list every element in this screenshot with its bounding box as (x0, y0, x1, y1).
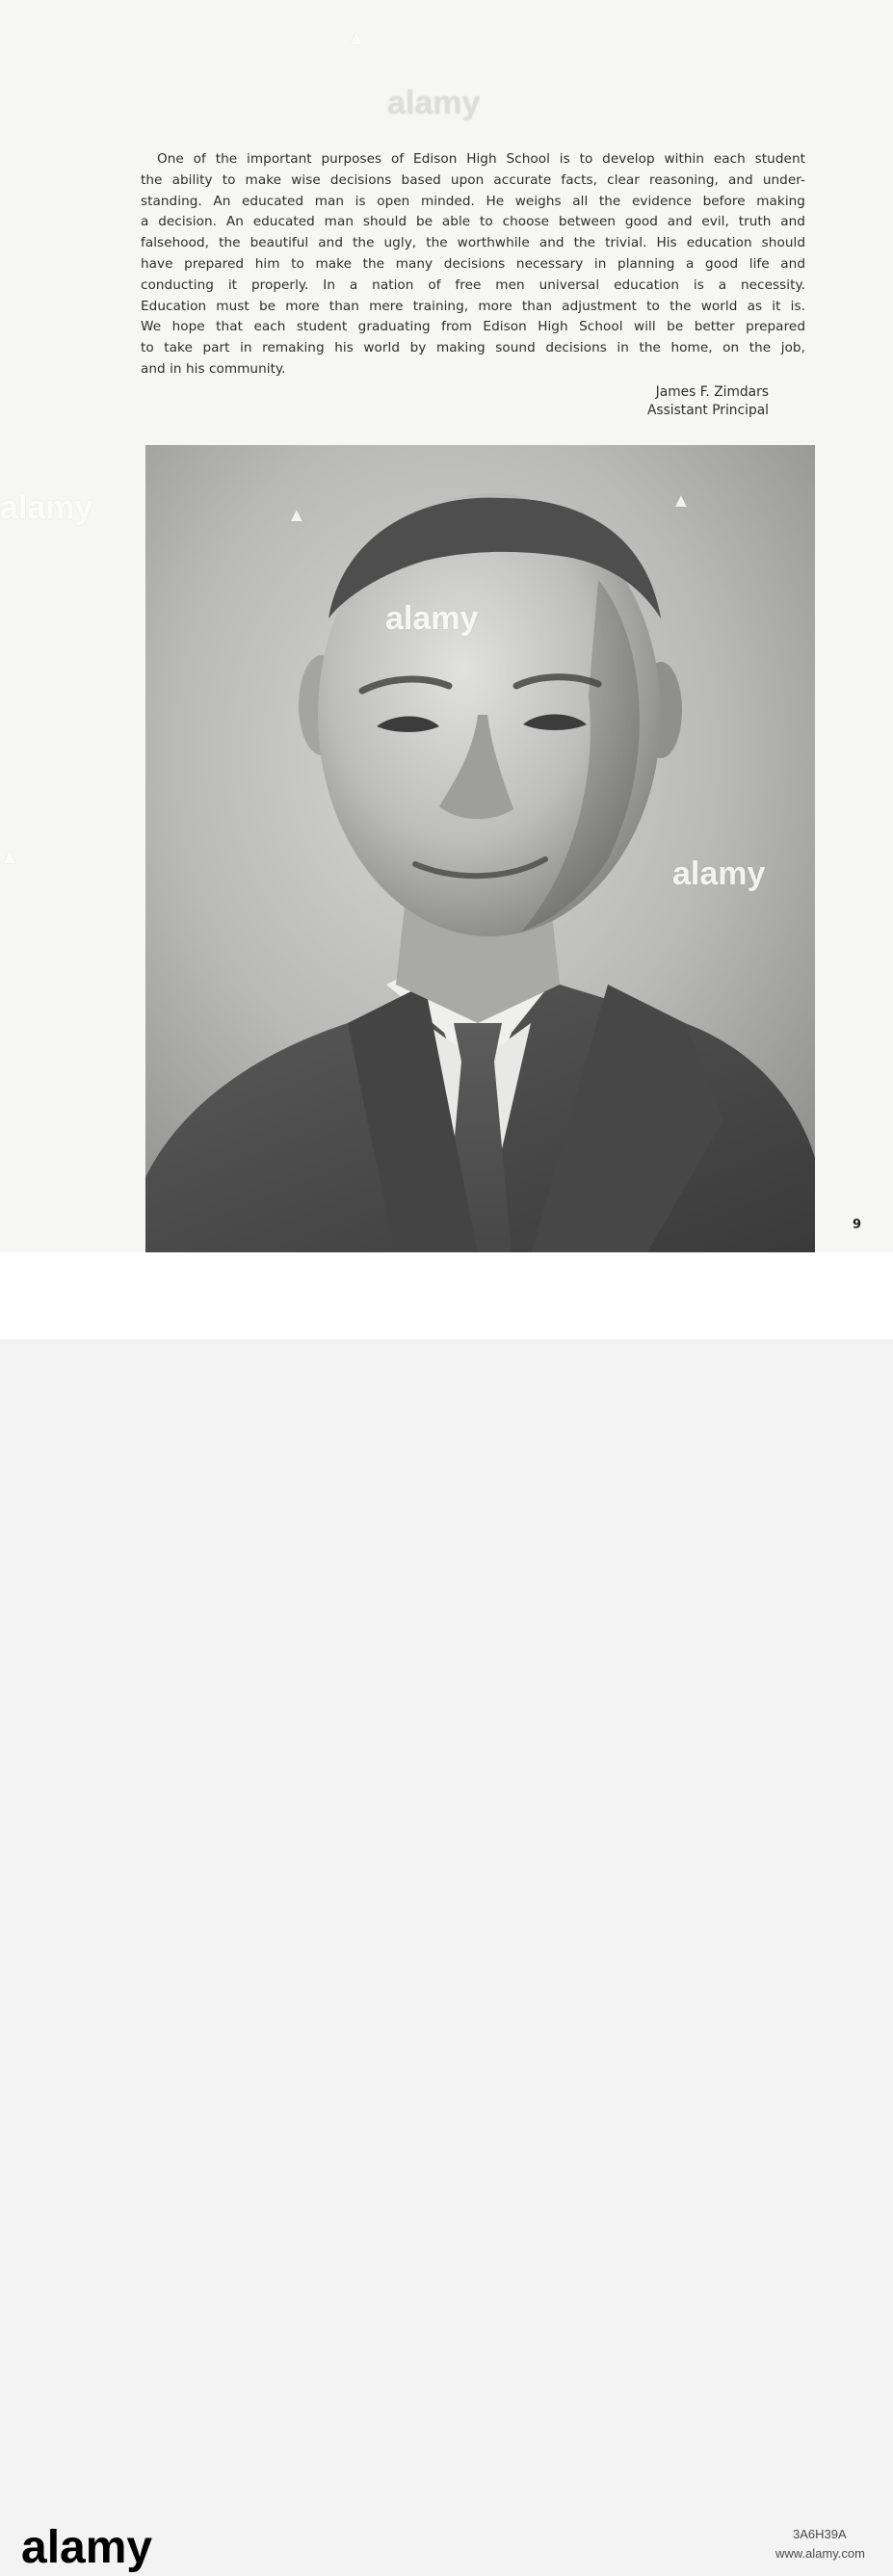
stock-watermark: alamy (672, 855, 766, 892)
portrait-photo (145, 445, 815, 1252)
paragraph-line: Education must be more than mere training, more than adjustment to the world as it is. (141, 298, 805, 314)
signature-name: James F. Zimdars (655, 384, 769, 400)
stock-footer (0, 1252, 893, 2573)
stock-watermark: alamy (385, 600, 479, 637)
watermark-icon: ▲ (671, 490, 691, 512)
stock-watermark (347, 29, 366, 52)
paragraph-line: the ability to make wise decisions based upon accurate facts, clear reasoning, and under- (141, 171, 805, 188)
watermark-icon: ▲ (347, 28, 366, 49)
signature-block (578, 383, 769, 420)
watermark-icon: ▲ (0, 847, 19, 868)
image-id: 3A6H39A (793, 2527, 847, 2541)
signature-title: Assistant Principal (646, 403, 769, 418)
watermark-icon: ▲ (287, 505, 306, 526)
stock-watermark: alamy (0, 489, 93, 526)
paragraph-line: falsehood, the beautiful and the ugly, the worthwhile and the trivial. His education should (141, 235, 805, 251)
paragraph-line: standing. An educated man is open minded. He weighs all the evidence before making (141, 193, 805, 209)
stock-watermark (0, 848, 19, 871)
paragraph-line: a decision. An educated man should be able to choose between good and evil, truth and (141, 214, 805, 230)
page-number: 9 (853, 1218, 862, 1232)
yearbook-page (0, 0, 893, 1252)
paragraph-line: have prepared him to make the many decisions necessary in planning a good life and (141, 255, 805, 272)
alamy-logo (21, 2516, 156, 2576)
portrait-illustration (145, 445, 815, 1252)
svg-text:alamy: alamy (21, 2522, 153, 2573)
paragraph-line: to take part in remaking his world by making sound decisions in the home, on the job, (141, 340, 805, 356)
assistant-principal-message (141, 149, 805, 381)
stock-watermark: alamy (387, 85, 481, 121)
paragraph-line: We hope that each student graduating from Edison High School will be better prepared (141, 319, 805, 335)
site-url: www.alamy.com (775, 2546, 865, 2561)
paragraph-line: and in his community. (141, 360, 286, 377)
paragraph-line: conducting it properly. In a nation of free men universal education is a necessity. (141, 276, 805, 293)
paragraph-line: One of the important purposes of Edison High School is to develop within each student (157, 151, 805, 167)
